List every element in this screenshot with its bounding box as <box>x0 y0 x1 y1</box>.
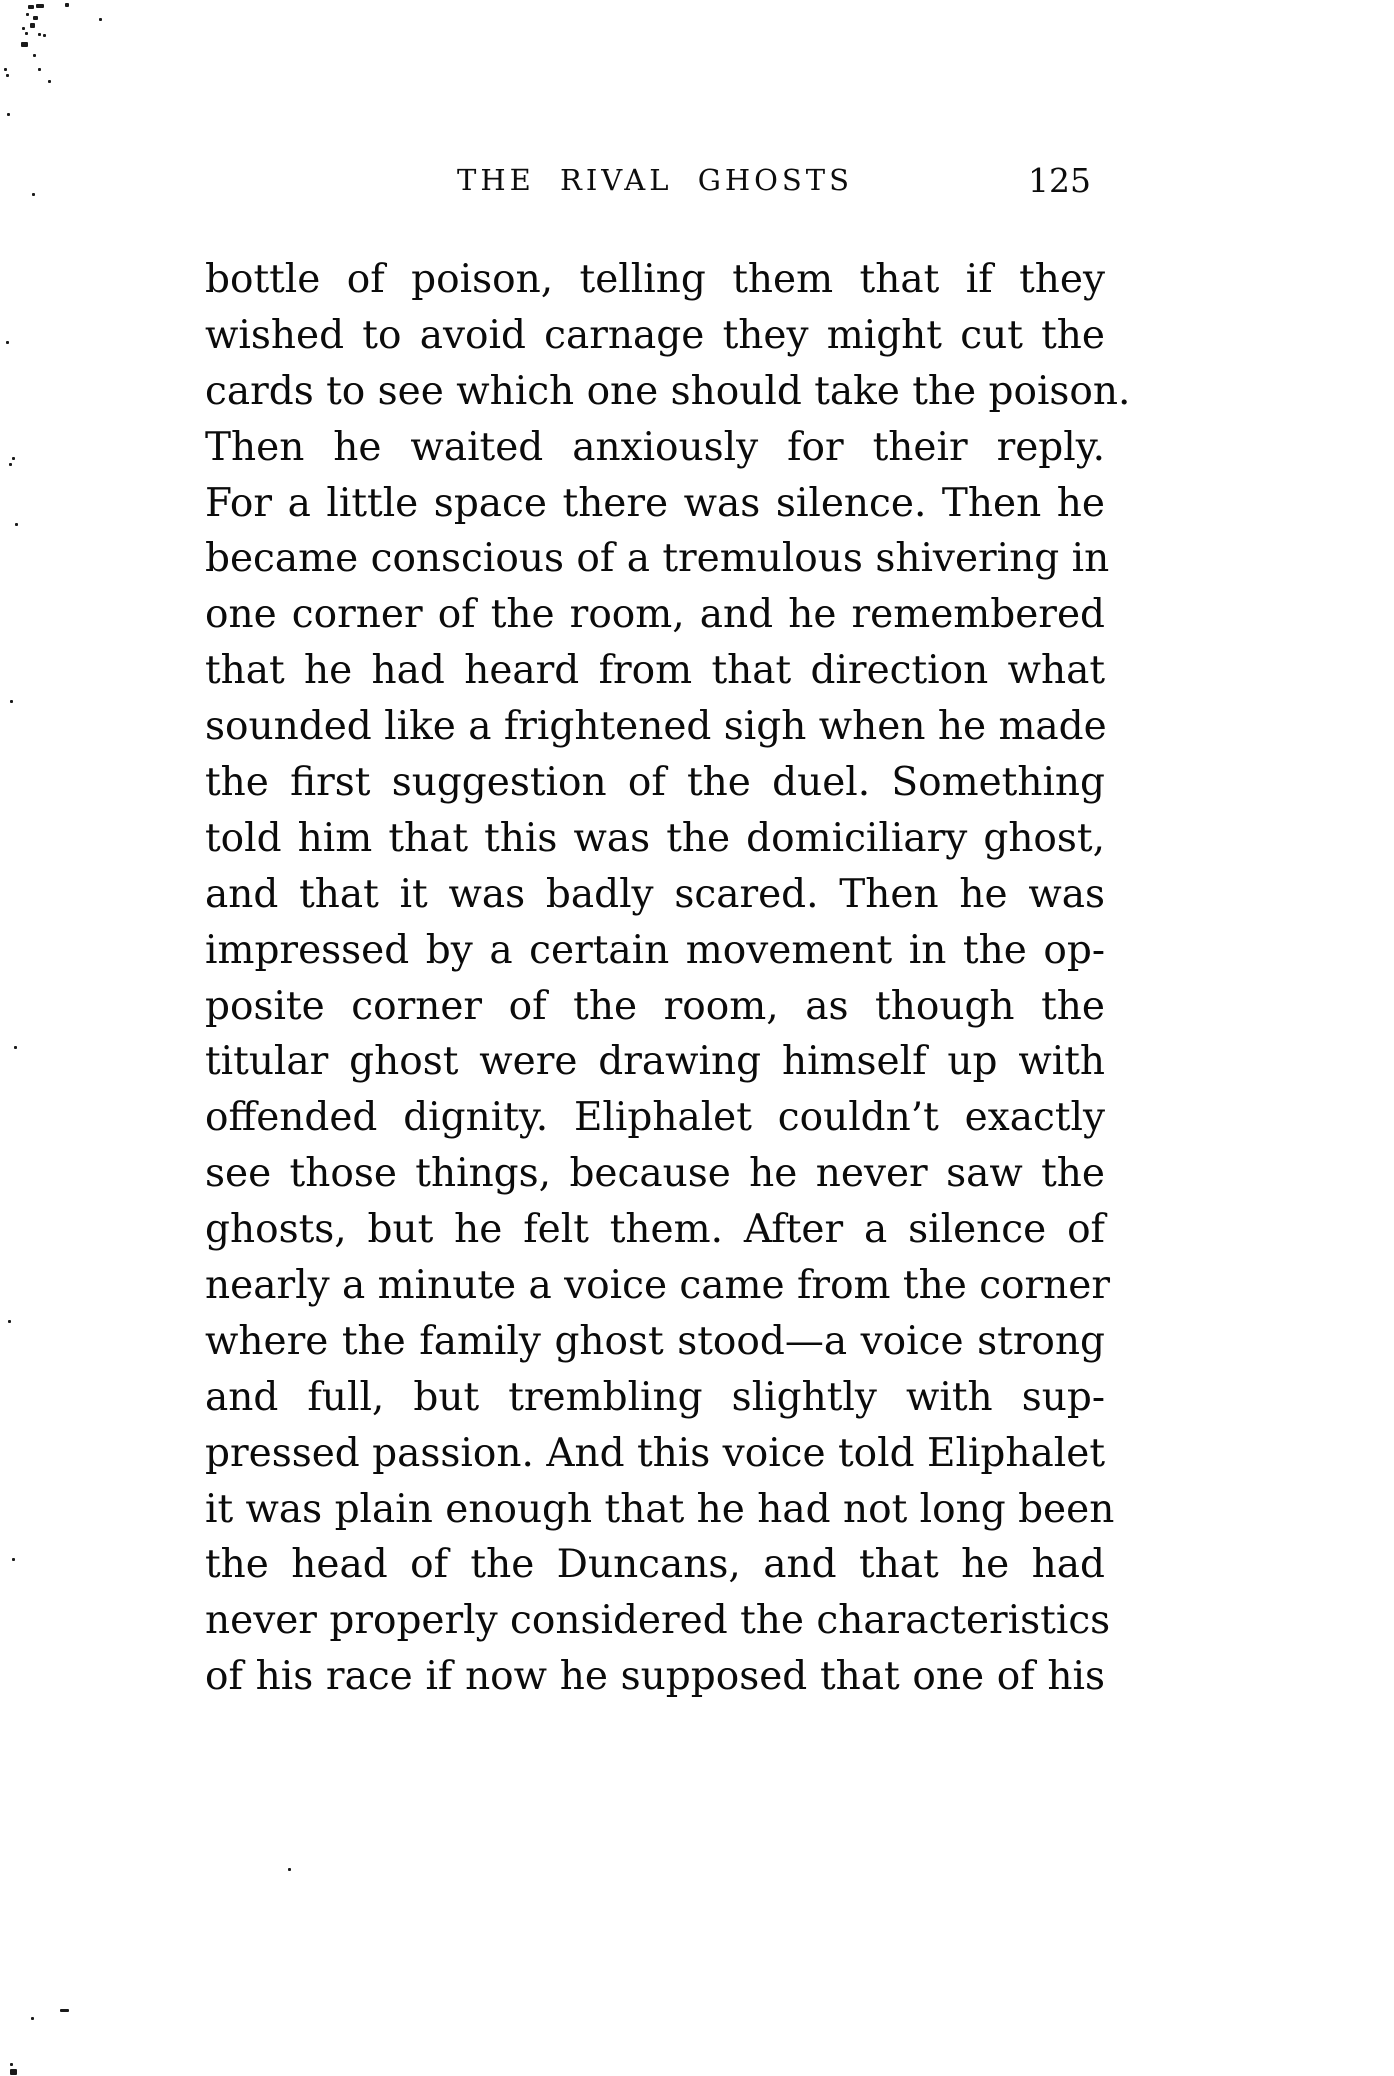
text-line: posite corner of the room, as though the <box>205 983 1105 1029</box>
scan-speck <box>21 42 28 47</box>
scan-speck <box>99 18 102 21</box>
scan-speck <box>26 13 29 16</box>
scan-speck <box>30 23 35 28</box>
text-line: pressed passion. And this voice told Eliphalet <box>205 1430 1105 1476</box>
text-line: and full, but trembling slightly with sup- <box>205 1374 1105 1420</box>
body-text <box>205 252 1131 1705</box>
text-line: impressed by a certain movement in the op- <box>205 927 1105 973</box>
scan-speck <box>8 1320 11 1323</box>
text-line: the head of the Duncans, and that he had <box>205 1542 1105 1588</box>
text-line: never properly considered the characteristics <box>205 1598 1111 1644</box>
scan-speck <box>12 457 15 460</box>
text-line: offended dignity. Eliphalet couldn’t exactly <box>205 1095 1105 1141</box>
text-line: and that it was badly scared. Then he was <box>205 871 1105 917</box>
scan-speck <box>6 341 9 344</box>
page-number: 125 <box>1028 161 1091 200</box>
text-line: For a little space there was silence. Then he <box>205 480 1105 526</box>
text-line: cards to see which one should take the poison. <box>205 368 1131 414</box>
text-line: one corner of the room, and he remembered <box>205 592 1105 638</box>
scan-speck <box>25 32 28 35</box>
scan-speck <box>36 4 44 8</box>
text-line: it was plain enough that he had not long been <box>205 1486 1115 1532</box>
scan-speck <box>38 33 41 36</box>
scan-speck <box>38 68 41 71</box>
text-line: nearly a minute a voice came from the corner <box>205 1263 1110 1309</box>
text-line: the first suggestion of the duel. Something <box>205 760 1105 806</box>
text-line: of his race if now he supposed that one of his <box>205 1654 1105 1700</box>
scan-speck <box>28 5 34 9</box>
scan-speck <box>288 1868 291 1871</box>
scan-speck <box>7 113 10 116</box>
text-line: became conscious of a tremulous shivering in <box>205 536 1110 582</box>
scan-speck <box>6 74 9 77</box>
scan-speck <box>15 523 18 526</box>
scan-speck <box>10 700 13 703</box>
scan-speck <box>31 2017 34 2020</box>
scan-speck <box>12 1558 15 1561</box>
scan-speck <box>33 54 36 57</box>
scan-speck <box>65 3 69 7</box>
scan-speck <box>22 27 25 30</box>
scan-speck <box>10 2069 17 2075</box>
scan-speck <box>14 1046 17 1049</box>
text-line: wished to avoid carnage they might cut the <box>205 312 1105 358</box>
text-line: bottle of poison, telling them that if they <box>205 257 1105 302</box>
scan-speck <box>43 34 46 37</box>
scan-speck <box>4 68 7 71</box>
running-header <box>205 163 1105 209</box>
scan-speck <box>32 193 35 196</box>
text-line: ghosts, but he felt them. After a silence of <box>205 1207 1105 1253</box>
scan-speck <box>33 16 38 20</box>
scan-speck <box>48 80 51 83</box>
scan-speck <box>10 2063 13 2066</box>
text-line: titular ghost were drawing himself up with <box>205 1039 1105 1085</box>
text-line: sounded like a frightened sigh when he made <box>205 704 1107 750</box>
text-line: Then he waited anxiously for their reply. <box>205 424 1105 470</box>
text-line: where the family ghost stood—a voice strong <box>205 1318 1105 1364</box>
text-line: told him that this was the domiciliary ghost, <box>205 815 1105 861</box>
scan-speck <box>9 463 12 466</box>
running-title: THE RIVAL GHOSTS <box>456 163 854 197</box>
text-line: that he had heard from that direction what <box>205 648 1105 694</box>
scan-speck <box>60 2009 69 2012</box>
text-line: see those things, because he never saw the <box>205 1151 1105 1197</box>
